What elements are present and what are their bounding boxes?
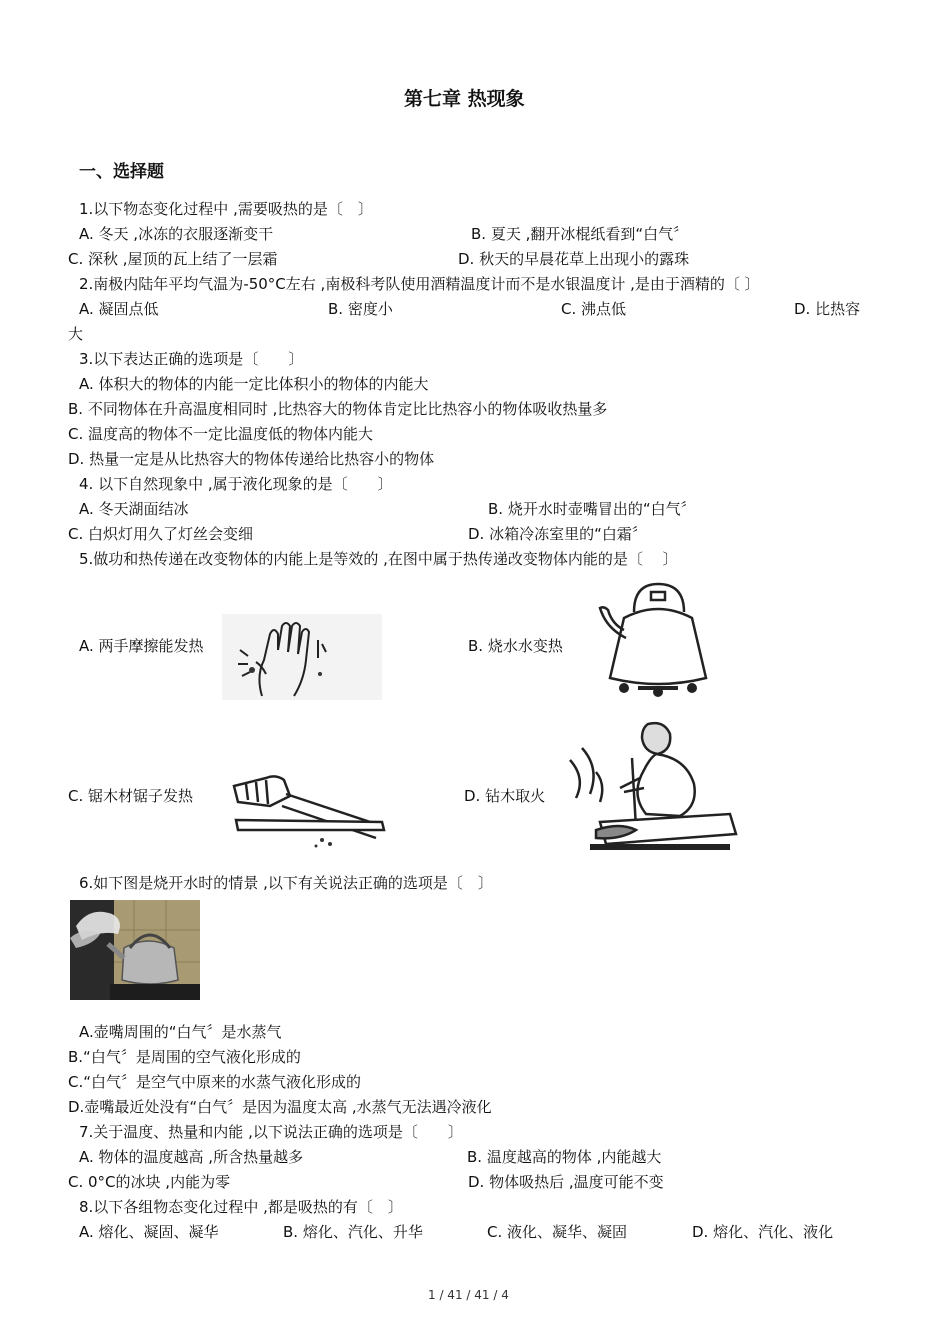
question-8-option-c: C. 液化、凝华、凝固: [487, 1223, 628, 1241]
question-5-stem: 5.做功和热传递在改变物体的内能上是等效的 ,在图中属于热传递改变物体内能的是〔 〕: [79, 550, 678, 568]
question-1-option-b: B. 夏天 ,翻开冰棍纸看到“白气〞: [471, 225, 689, 243]
question-2-option-c: C. 沸点低: [561, 300, 627, 318]
question-2-stem: 2.南极内陆年平均气温为-50°C左右 ,南极科考队使用酒精温度计而不是水银温度计 ,是由于酒精的〔 〕: [79, 275, 760, 293]
question-7-option-c: C. 0°C的冰块 ,内能为零: [68, 1173, 231, 1191]
question-2-option-d-continued: 大: [68, 325, 84, 343]
question-3-option-b: B. 不同物体在升高温度相同时 ,比热容大的物体肯定比比热容小的物体吸收热量多: [68, 400, 608, 418]
question-6-option-d: D.壶嘴最近处没有“白气〞是因为温度太高 ,水蒸气无法遇冷液化: [68, 1098, 492, 1116]
question-1-option-c: C. 深秋 ,屋顶的瓦上结了一层霜: [68, 250, 278, 268]
question-1-option-d: D. 秋天的早晨花草上出现小的露珠: [458, 250, 690, 268]
question-3-option-c: C. 温度高的物体不一定比温度低的物体内能大: [68, 425, 374, 443]
boiling-kettle-photo: [70, 900, 200, 1000]
question-4-option-b: B. 烧开水时壶嘴冒出的“白气〞: [488, 500, 696, 518]
question-6-option-a: A.壶嘴周围的“白气〞是水蒸气: [79, 1023, 282, 1041]
question-7-option-a: A. 物体的温度越高 ,所含热量越多: [79, 1148, 304, 1166]
question-8-option-a: A. 熔化、凝固、凝华: [79, 1223, 219, 1241]
question-6-stem: 6.如下图是烧开水时的情景 ,以下有关说法正确的选项是〔 〕: [79, 874, 493, 892]
question-8-option-b: B. 熔化、汽化、升华: [283, 1223, 423, 1241]
question-8-option-d: D. 熔化、汽化、液化: [692, 1223, 834, 1241]
rubbing-hands-illustration: [222, 614, 382, 700]
question-5-option-b: B. 烧水水变热: [468, 637, 563, 655]
question-4-option-a: A. 冬天湖面结冰: [79, 500, 189, 518]
question-5-option-a: A. 两手摩擦能发热: [79, 637, 204, 655]
question-6-option-b: B.“白气〞是周围的空气液化形成的: [68, 1048, 301, 1066]
question-2-option-b: B. 密度小: [328, 300, 393, 318]
question-3-option-d: D. 热量一定是从比热容大的物体传递给比热容小的物体: [68, 450, 435, 468]
question-1-stem: 1.以下物态变化过程中 ,需要吸热的是〔 〕: [79, 200, 373, 218]
sawing-wood-illustration: [226, 766, 388, 856]
drilling-fire-illustration: [560, 718, 742, 858]
question-3-stem: 3.以下表达正确的选项是〔 〕: [79, 350, 304, 368]
question-2-option-d: D. 比热容: [794, 300, 861, 318]
question-7-option-d: D. 物体吸热后 ,温度可能不变: [468, 1173, 664, 1191]
section-heading: 一、选择题: [79, 162, 164, 182]
question-4-stem: 4. 以下自然现象中 ,属于液化现象的是〔 〕: [79, 475, 393, 493]
question-4-option-d: D. 冰箱冷冻室里的“白霜〞: [468, 525, 647, 543]
question-7-stem: 7.关于温度、热量和内能 ,以下说法正确的选项是〔 〕: [79, 1123, 463, 1141]
question-1-option-a: A. 冬天 ,冰冻的衣服逐渐变干: [79, 225, 274, 243]
page-title: 第七章 热现象: [404, 88, 525, 110]
kettle-heating-illustration: [594, 578, 724, 700]
question-3-option-a: A. 体积大的物体的内能一定比体积小的物体的内能大: [79, 375, 429, 393]
page-number: 1 / 41 / 41 / 4: [428, 1288, 509, 1302]
question-5-option-c: C. 锯木材锯子发热: [68, 787, 194, 805]
question-6-option-c: C.“白气〞是空气中原来的水蒸气液化形成的: [68, 1073, 362, 1091]
question-4-option-c: C. 白炽灯用久了灯丝会变细: [68, 525, 254, 543]
question-5-option-d: D. 钻木取火: [464, 787, 546, 805]
question-8-stem: 8.以下各组物态变化过程中 ,都是吸热的有〔 〕: [79, 1198, 403, 1216]
question-2-option-a: A. 凝固点低: [79, 300, 159, 318]
question-7-option-b: B. 温度越高的物体 ,内能越大: [467, 1148, 662, 1166]
